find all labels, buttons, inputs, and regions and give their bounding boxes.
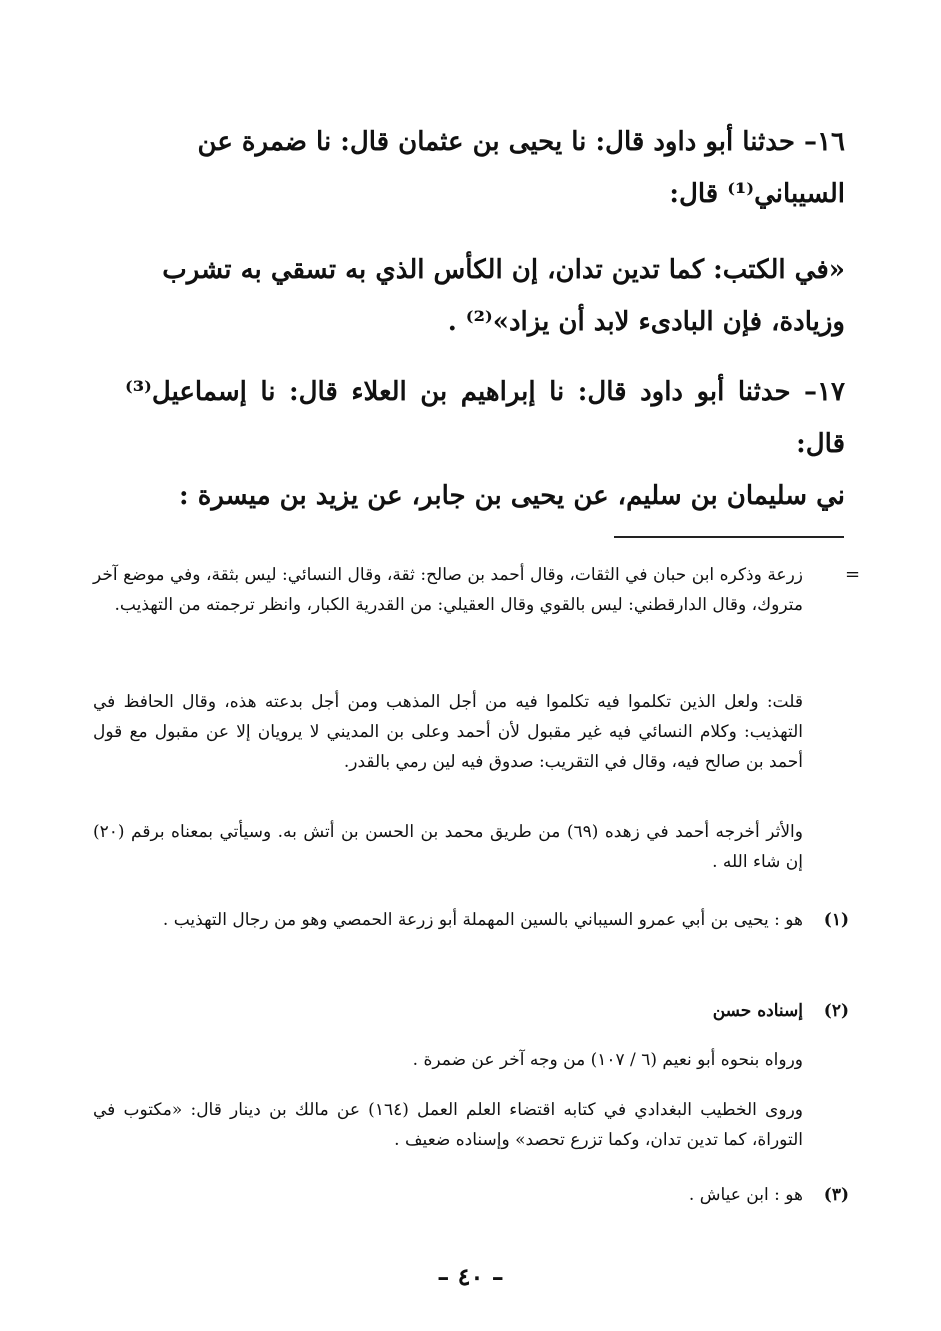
footnote-2-paragraph-c: وروى الخطيب البغدادي في كتابه اقتضاء العلم العمل (١٦٤) عن مالك بن دينار قال: «مكتوب في التوراة، كما تدين تدان، وكما تزرع تحصد» وإسناده ضعيف . bbox=[93, 1100, 803, 1150]
footnote-2 bbox=[93, 996, 849, 1026]
footnote-3-text: هو : ابن عياش . bbox=[688, 1185, 803, 1205]
hadith-17-line-1: ١٧– حدثنا أبو داود قال: نا إبراهيم بن العلاء قال: نا إسماعيل⁽³⁾ قال: bbox=[125, 377, 845, 459]
footnote-continuation-c: والأثر أخرجه أحمد في زهده (٦٩) من طريق محمد بن الحسن بن أتش به. وسيأتي بمعناه برقم (٢٠) إن شاء الله . bbox=[93, 822, 803, 872]
footnote-3 bbox=[93, 1180, 849, 1210]
footnote-3-number: (٣) bbox=[823, 1185, 849, 1205]
quoted-text-line-1: «في الكتب: كما تدين تدان، إن الكأس الذي به تسقي به تشرب bbox=[162, 255, 845, 285]
hadith-16 bbox=[125, 116, 845, 220]
footnote-1-text: هو : يحيى بن أبي عمرو السيباني بالسين المهملة أبو زرعة الحمصي وهو من رجال التهذيب . bbox=[162, 910, 803, 930]
footnote-1-number: (١) bbox=[823, 910, 849, 930]
footnote-continuation-b: قلت: ولعل الذين تكلموا فيه تكلموا فيه من أجل المذهب ومن أجل بدعته هذه، وقال الحافظ في التهذيب: وكلام النسائي فيه غير مقبول لأن أحمد وعلى بن المديني لا يرويان إلا عن مقبول مع قول أحمد بن صالح فيه، وقال في التقريب: صدوق فيه لين رمي بالقدر. bbox=[93, 692, 803, 772]
quoted-text-line-2: وزيادة، فإن البادىء لابد أن يزاد»⁽²⁾ . bbox=[447, 307, 845, 337]
hadith-16-line-2: السيباني⁽¹⁾ قال: bbox=[669, 179, 845, 209]
hadith-17 bbox=[125, 366, 845, 522]
continuation-mark: = bbox=[845, 564, 861, 585]
page-number: – ٤٠ – bbox=[437, 1262, 504, 1291]
quoted-text bbox=[125, 244, 845, 348]
footnote-1 bbox=[93, 905, 849, 935]
footnote-2-text: إسناده حسن bbox=[712, 1001, 803, 1021]
footnote-continuation-a: زرعة وذكره ابن حبان في الثقات، وقال أحمد بن صالح: ثقة، وقال النسائي: ليس بثقة، وفي موضع آخر متروك، وقال الدارقطني: ليس بالقوي وقال العقيلي: من القدرية الكبار، وانظر ترجمته من التهذيب. bbox=[93, 565, 803, 615]
hadith-17-line-2: ني سليمان بن سليم، عن يحيى بن جابر، عن يزيد بن ميسرة : bbox=[179, 481, 845, 511]
hadith-16-line-1: ١٦– حدثنا أبو داود قال: نا يحيى بن عثمان قال: نا ضمرة عن bbox=[197, 127, 845, 157]
footnote-2-number: (٢) bbox=[823, 1001, 849, 1021]
footnote-2-paragraph-b: ورواه بنحوه أبو نعيم (٦ / ١٠٧) من وجه آخر عن ضمرة . bbox=[412, 1050, 803, 1070]
footnote-divider bbox=[614, 536, 844, 538]
